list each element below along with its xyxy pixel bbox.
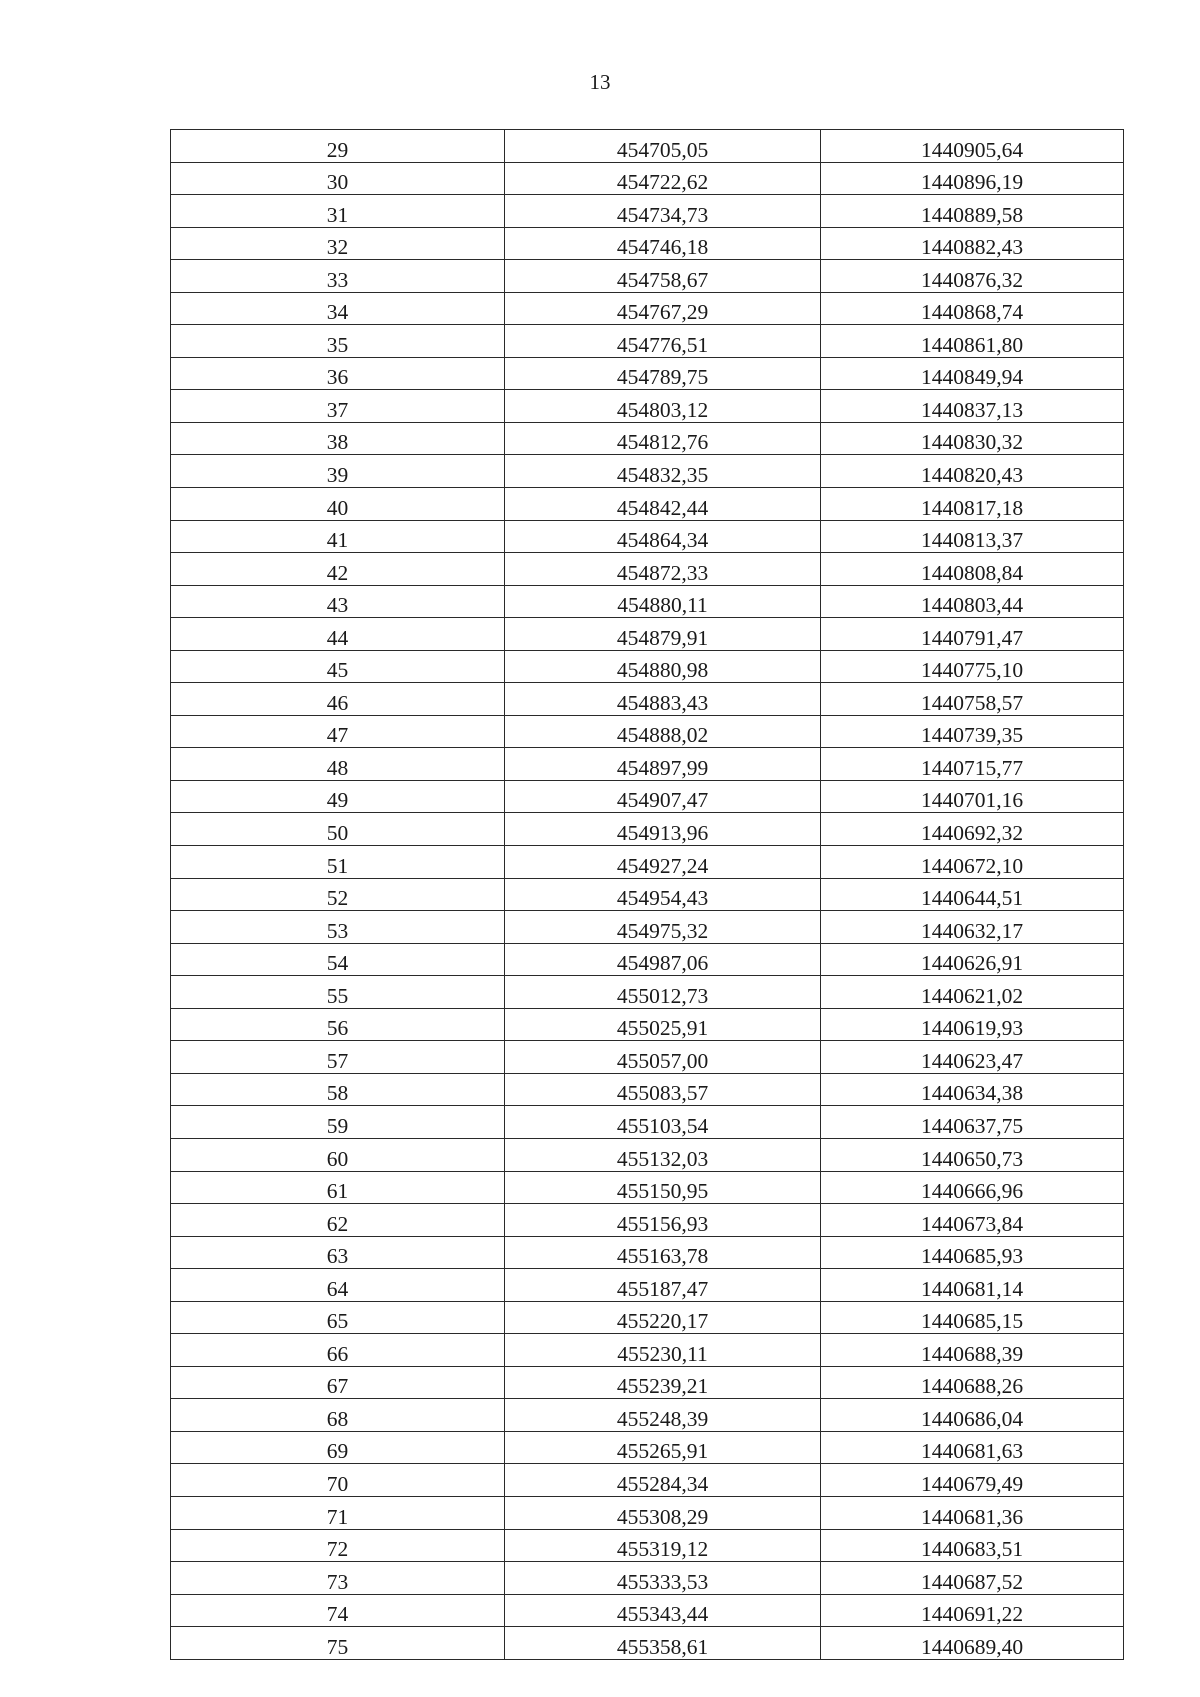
table-row bbox=[171, 488, 1124, 521]
y-coordinate-cell: 1440650,73 bbox=[821, 1138, 1124, 1171]
point-number-cell: 43 bbox=[171, 585, 505, 618]
point-number-cell: 62 bbox=[171, 1204, 505, 1237]
table-row bbox=[171, 943, 1124, 976]
point-number-cell: 63 bbox=[171, 1236, 505, 1269]
page-number: 13 bbox=[589, 70, 611, 94]
point-number-cell: 31 bbox=[171, 195, 505, 228]
x-coordinate-cell: 455156,93 bbox=[505, 1204, 821, 1237]
table-row bbox=[171, 1008, 1124, 1041]
y-coordinate-cell: 1440691,22 bbox=[821, 1594, 1124, 1627]
y-coordinate-cell: 1440685,93 bbox=[821, 1236, 1124, 1269]
point-number-cell: 73 bbox=[171, 1562, 505, 1595]
y-coordinate-cell: 1440889,58 bbox=[821, 195, 1124, 228]
y-coordinate-cell: 1440683,51 bbox=[821, 1529, 1124, 1562]
table-row bbox=[171, 390, 1124, 423]
point-number-cell: 34 bbox=[171, 292, 505, 325]
point-number-cell: 66 bbox=[171, 1334, 505, 1367]
y-coordinate-cell: 1440626,91 bbox=[821, 943, 1124, 976]
x-coordinate-cell: 454879,91 bbox=[505, 618, 821, 651]
table-row bbox=[171, 1041, 1124, 1074]
y-coordinate-cell: 1440817,18 bbox=[821, 488, 1124, 521]
table-row bbox=[171, 650, 1124, 683]
point-number-cell: 51 bbox=[171, 846, 505, 879]
coordinates-table bbox=[170, 129, 1124, 1660]
table-row bbox=[171, 1594, 1124, 1627]
point-number-cell: 32 bbox=[171, 227, 505, 260]
table-row bbox=[171, 422, 1124, 455]
x-coordinate-cell: 454954,43 bbox=[505, 878, 821, 911]
point-number-cell: 58 bbox=[171, 1073, 505, 1106]
y-coordinate-cell: 1440820,43 bbox=[821, 455, 1124, 488]
point-number-cell: 33 bbox=[171, 260, 505, 293]
y-coordinate-cell: 1440739,35 bbox=[821, 715, 1124, 748]
x-coordinate-cell: 455012,73 bbox=[505, 976, 821, 1009]
y-coordinate-cell: 1440868,74 bbox=[821, 292, 1124, 325]
y-coordinate-cell: 1440689,40 bbox=[821, 1627, 1124, 1660]
y-coordinate-cell: 1440679,49 bbox=[821, 1464, 1124, 1497]
x-coordinate-cell: 455230,11 bbox=[505, 1334, 821, 1367]
x-coordinate-cell: 454803,12 bbox=[505, 390, 821, 423]
x-coordinate-cell: 454842,44 bbox=[505, 488, 821, 521]
x-coordinate-cell: 455150,95 bbox=[505, 1171, 821, 1204]
point-number-cell: 74 bbox=[171, 1594, 505, 1627]
y-coordinate-cell: 1440882,43 bbox=[821, 227, 1124, 260]
point-number-cell: 46 bbox=[171, 683, 505, 716]
x-coordinate-cell: 454812,76 bbox=[505, 422, 821, 455]
point-number-cell: 61 bbox=[171, 1171, 505, 1204]
point-number-cell: 70 bbox=[171, 1464, 505, 1497]
point-number-cell: 59 bbox=[171, 1106, 505, 1139]
table-row bbox=[171, 292, 1124, 325]
x-coordinate-cell: 454705,05 bbox=[505, 130, 821, 163]
table-row bbox=[171, 1073, 1124, 1106]
x-coordinate-cell: 455220,17 bbox=[505, 1301, 821, 1334]
y-coordinate-cell: 1440688,26 bbox=[821, 1366, 1124, 1399]
point-number-cell: 60 bbox=[171, 1138, 505, 1171]
x-coordinate-cell: 454832,35 bbox=[505, 455, 821, 488]
table-row bbox=[171, 1334, 1124, 1367]
y-coordinate-cell: 1440687,52 bbox=[821, 1562, 1124, 1595]
point-number-cell: 45 bbox=[171, 650, 505, 683]
x-coordinate-cell: 454880,98 bbox=[505, 650, 821, 683]
y-coordinate-cell: 1440685,15 bbox=[821, 1301, 1124, 1334]
x-coordinate-cell: 455057,00 bbox=[505, 1041, 821, 1074]
x-coordinate-cell: 455187,47 bbox=[505, 1269, 821, 1302]
table-row bbox=[171, 1138, 1124, 1171]
y-coordinate-cell: 1440692,32 bbox=[821, 813, 1124, 846]
table-row bbox=[171, 683, 1124, 716]
table-row bbox=[171, 455, 1124, 488]
table-row bbox=[171, 1171, 1124, 1204]
point-number-cell: 50 bbox=[171, 813, 505, 846]
y-coordinate-cell: 1440666,96 bbox=[821, 1171, 1124, 1204]
table-row bbox=[171, 976, 1124, 1009]
x-coordinate-cell: 454864,34 bbox=[505, 520, 821, 553]
y-coordinate-cell: 1440837,13 bbox=[821, 390, 1124, 423]
point-number-cell: 44 bbox=[171, 618, 505, 651]
point-number-cell: 55 bbox=[171, 976, 505, 1009]
x-coordinate-cell: 454722,62 bbox=[505, 162, 821, 195]
x-coordinate-cell: 454880,11 bbox=[505, 585, 821, 618]
point-number-cell: 40 bbox=[171, 488, 505, 521]
y-coordinate-cell: 1440623,47 bbox=[821, 1041, 1124, 1074]
point-number-cell: 36 bbox=[171, 357, 505, 390]
coordinates-table-body bbox=[171, 130, 1124, 1660]
x-coordinate-cell: 454913,96 bbox=[505, 813, 821, 846]
y-coordinate-cell: 1440830,32 bbox=[821, 422, 1124, 455]
table-row bbox=[171, 1269, 1124, 1302]
x-coordinate-cell: 454975,32 bbox=[505, 911, 821, 944]
table-row bbox=[171, 1496, 1124, 1529]
y-coordinate-cell: 1440849,94 bbox=[821, 357, 1124, 390]
x-coordinate-cell: 455343,44 bbox=[505, 1594, 821, 1627]
x-coordinate-cell: 455239,21 bbox=[505, 1366, 821, 1399]
table-row bbox=[171, 520, 1124, 553]
y-coordinate-cell: 1440634,38 bbox=[821, 1073, 1124, 1106]
x-coordinate-cell: 455132,03 bbox=[505, 1138, 821, 1171]
point-number-cell: 29 bbox=[171, 130, 505, 163]
x-coordinate-cell: 454789,75 bbox=[505, 357, 821, 390]
x-coordinate-cell: 454734,73 bbox=[505, 195, 821, 228]
y-coordinate-cell: 1440803,44 bbox=[821, 585, 1124, 618]
table-row bbox=[171, 715, 1124, 748]
table-row bbox=[171, 780, 1124, 813]
y-coordinate-cell: 1440861,80 bbox=[821, 325, 1124, 358]
x-coordinate-cell: 454987,06 bbox=[505, 943, 821, 976]
point-number-cell: 47 bbox=[171, 715, 505, 748]
point-number-cell: 68 bbox=[171, 1399, 505, 1432]
point-number-cell: 67 bbox=[171, 1366, 505, 1399]
x-coordinate-cell: 455333,53 bbox=[505, 1562, 821, 1595]
y-coordinate-cell: 1440905,64 bbox=[821, 130, 1124, 163]
point-number-cell: 35 bbox=[171, 325, 505, 358]
table-row bbox=[171, 1627, 1124, 1660]
y-coordinate-cell: 1440681,14 bbox=[821, 1269, 1124, 1302]
point-number-cell: 65 bbox=[171, 1301, 505, 1334]
x-coordinate-cell: 454872,33 bbox=[505, 553, 821, 586]
table-row bbox=[171, 553, 1124, 586]
table-row bbox=[171, 585, 1124, 618]
point-number-cell: 56 bbox=[171, 1008, 505, 1041]
x-coordinate-cell: 455163,78 bbox=[505, 1236, 821, 1269]
point-number-cell: 48 bbox=[171, 748, 505, 781]
x-coordinate-cell: 454888,02 bbox=[505, 715, 821, 748]
x-coordinate-cell: 455265,91 bbox=[505, 1431, 821, 1464]
point-number-cell: 49 bbox=[171, 780, 505, 813]
table-row bbox=[171, 1399, 1124, 1432]
x-coordinate-cell: 455358,61 bbox=[505, 1627, 821, 1660]
point-number-cell: 39 bbox=[171, 455, 505, 488]
y-coordinate-cell: 1440791,47 bbox=[821, 618, 1124, 651]
table-row bbox=[171, 1562, 1124, 1595]
point-number-cell: 54 bbox=[171, 943, 505, 976]
y-coordinate-cell: 1440813,37 bbox=[821, 520, 1124, 553]
y-coordinate-cell: 1440681,63 bbox=[821, 1431, 1124, 1464]
point-number-cell: 57 bbox=[171, 1041, 505, 1074]
x-coordinate-cell: 454897,99 bbox=[505, 748, 821, 781]
point-number-cell: 41 bbox=[171, 520, 505, 553]
y-coordinate-cell: 1440619,93 bbox=[821, 1008, 1124, 1041]
table-row bbox=[171, 748, 1124, 781]
point-number-cell: 64 bbox=[171, 1269, 505, 1302]
table-row bbox=[171, 1366, 1124, 1399]
table-row bbox=[171, 1301, 1124, 1334]
y-coordinate-cell: 1440673,84 bbox=[821, 1204, 1124, 1237]
x-coordinate-cell: 454776,51 bbox=[505, 325, 821, 358]
table-row bbox=[171, 260, 1124, 293]
x-coordinate-cell: 454767,29 bbox=[505, 292, 821, 325]
y-coordinate-cell: 1440637,75 bbox=[821, 1106, 1124, 1139]
table-row bbox=[171, 195, 1124, 228]
table-row bbox=[171, 846, 1124, 879]
table-row bbox=[171, 618, 1124, 651]
point-number-cell: 71 bbox=[171, 1496, 505, 1529]
table-row bbox=[171, 878, 1124, 911]
y-coordinate-cell: 1440644,51 bbox=[821, 878, 1124, 911]
point-number-cell: 75 bbox=[171, 1627, 505, 1660]
point-number-cell: 37 bbox=[171, 390, 505, 423]
x-coordinate-cell: 454927,24 bbox=[505, 846, 821, 879]
y-coordinate-cell: 1440672,10 bbox=[821, 846, 1124, 879]
table-row bbox=[171, 1106, 1124, 1139]
y-coordinate-cell: 1440758,57 bbox=[821, 683, 1124, 716]
table-row bbox=[171, 357, 1124, 390]
y-coordinate-cell: 1440632,17 bbox=[821, 911, 1124, 944]
point-number-cell: 38 bbox=[171, 422, 505, 455]
x-coordinate-cell: 455248,39 bbox=[505, 1399, 821, 1432]
table-row bbox=[171, 130, 1124, 163]
table-row bbox=[171, 1529, 1124, 1562]
x-coordinate-cell: 454758,67 bbox=[505, 260, 821, 293]
x-coordinate-cell: 455103,54 bbox=[505, 1106, 821, 1139]
x-coordinate-cell: 455083,57 bbox=[505, 1073, 821, 1106]
y-coordinate-cell: 1440621,02 bbox=[821, 976, 1124, 1009]
point-number-cell: 52 bbox=[171, 878, 505, 911]
table-row bbox=[171, 162, 1124, 195]
table-row bbox=[171, 325, 1124, 358]
table-row bbox=[171, 1431, 1124, 1464]
x-coordinate-cell: 454746,18 bbox=[505, 227, 821, 260]
x-coordinate-cell: 454883,43 bbox=[505, 683, 821, 716]
point-number-cell: 30 bbox=[171, 162, 505, 195]
table-row bbox=[171, 813, 1124, 846]
x-coordinate-cell: 455319,12 bbox=[505, 1529, 821, 1562]
point-number-cell: 69 bbox=[171, 1431, 505, 1464]
y-coordinate-cell: 1440686,04 bbox=[821, 1399, 1124, 1432]
table-row bbox=[171, 227, 1124, 260]
table-row bbox=[171, 1204, 1124, 1237]
y-coordinate-cell: 1440688,39 bbox=[821, 1334, 1124, 1367]
y-coordinate-cell: 1440808,84 bbox=[821, 553, 1124, 586]
point-number-cell: 42 bbox=[171, 553, 505, 586]
y-coordinate-cell: 1440701,16 bbox=[821, 780, 1124, 813]
point-number-cell: 53 bbox=[171, 911, 505, 944]
y-coordinate-cell: 1440876,32 bbox=[821, 260, 1124, 293]
y-coordinate-cell: 1440681,36 bbox=[821, 1496, 1124, 1529]
x-coordinate-cell: 455308,29 bbox=[505, 1496, 821, 1529]
point-number-cell: 72 bbox=[171, 1529, 505, 1562]
y-coordinate-cell: 1440775,10 bbox=[821, 650, 1124, 683]
x-coordinate-cell: 455025,91 bbox=[505, 1008, 821, 1041]
table-row bbox=[171, 1464, 1124, 1497]
x-coordinate-cell: 454907,47 bbox=[505, 780, 821, 813]
table-row bbox=[171, 911, 1124, 944]
table-row bbox=[171, 1236, 1124, 1269]
y-coordinate-cell: 1440715,77 bbox=[821, 748, 1124, 781]
x-coordinate-cell: 455284,34 bbox=[505, 1464, 821, 1497]
y-coordinate-cell: 1440896,19 bbox=[821, 162, 1124, 195]
